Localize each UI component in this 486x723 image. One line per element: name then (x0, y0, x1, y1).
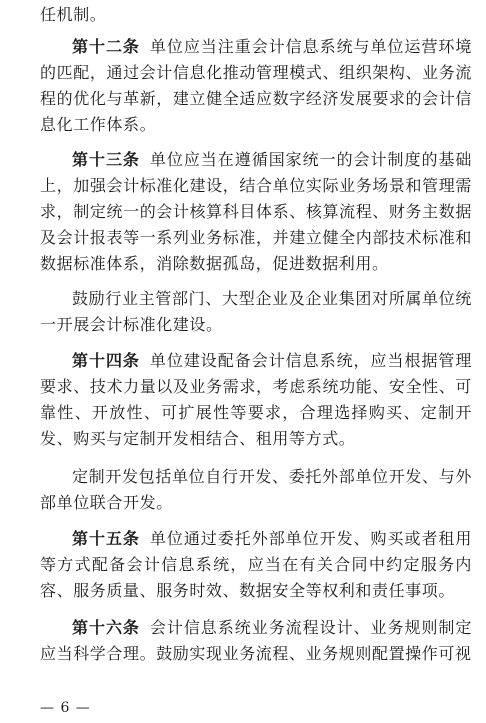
article-13-paragraph-2 (40, 286, 472, 338)
article-15-text: 单位通过委托外部单位开发、购买或者租用等方式配备会计信息系统，应当在有关合同中约定服务内容、服务质量、服务时效、数据安全等权利和责任事项。 (40, 529, 472, 600)
fragment-text: 任机制。 (40, 5, 107, 24)
article-14-extra-text: 定制开发包括单位自行开发、委托外部单位开发、与外部单位联合开发。 (40, 467, 472, 512)
article-13-text: 单位应当在遵循国家统一的会计制度的基础上，加强会计标准化建设，结合单位实际业务场景和管理需求，制定统一的会计核算科目体系、核算流程、财务主数据及会计报表等一系列业务标准，并建立健全内部技术标准和数据标准体系，消除数据孤岛，促进数据利用。 (40, 150, 472, 273)
article-15-number: 第十五条 (72, 529, 140, 548)
article-14-paragraph-2 (40, 464, 472, 516)
article-12-number: 第十二条 (72, 37, 140, 56)
article-14 (40, 348, 472, 452)
article-13 (40, 147, 472, 277)
article-16-text: 会计信息系统业务流程设计、业务规则制定应当科学合理。鼓励实现业务流程、业务规则配置操作可视 (40, 618, 472, 663)
article-14-number: 第十四条 (72, 351, 140, 370)
paragraph-fragment (40, 2, 472, 28)
page-number: — 6 — (40, 700, 91, 716)
article-12-text: 单位应当注重会计信息系统与单位运营环境的匹配，通过会计信息化推动管理模式、组织架构、业务流程的优化与革新，建立健全适应数字经济发展要求的会计信息化工作体系。 (40, 37, 472, 134)
article-13-number: 第十三条 (72, 150, 140, 169)
article-16 (40, 615, 472, 667)
article-16-number: 第十六条 (72, 618, 140, 637)
article-14-text: 单位建设配备会计信息系统，应当根据管理要求、技术力量以及业务需求，考虑系统功能、安全性、可靠性、开放性、可扩展性等要求，合理选择购买、定制开发、购买与定制开发相结合、租用等方式。 (40, 351, 472, 448)
article-13-extra-text: 鼓励行业主管部门、大型企业及企业集团对所属单位统一开展会计标准化建设。 (40, 289, 472, 334)
article-15 (40, 526, 472, 604)
article-12 (40, 34, 472, 138)
